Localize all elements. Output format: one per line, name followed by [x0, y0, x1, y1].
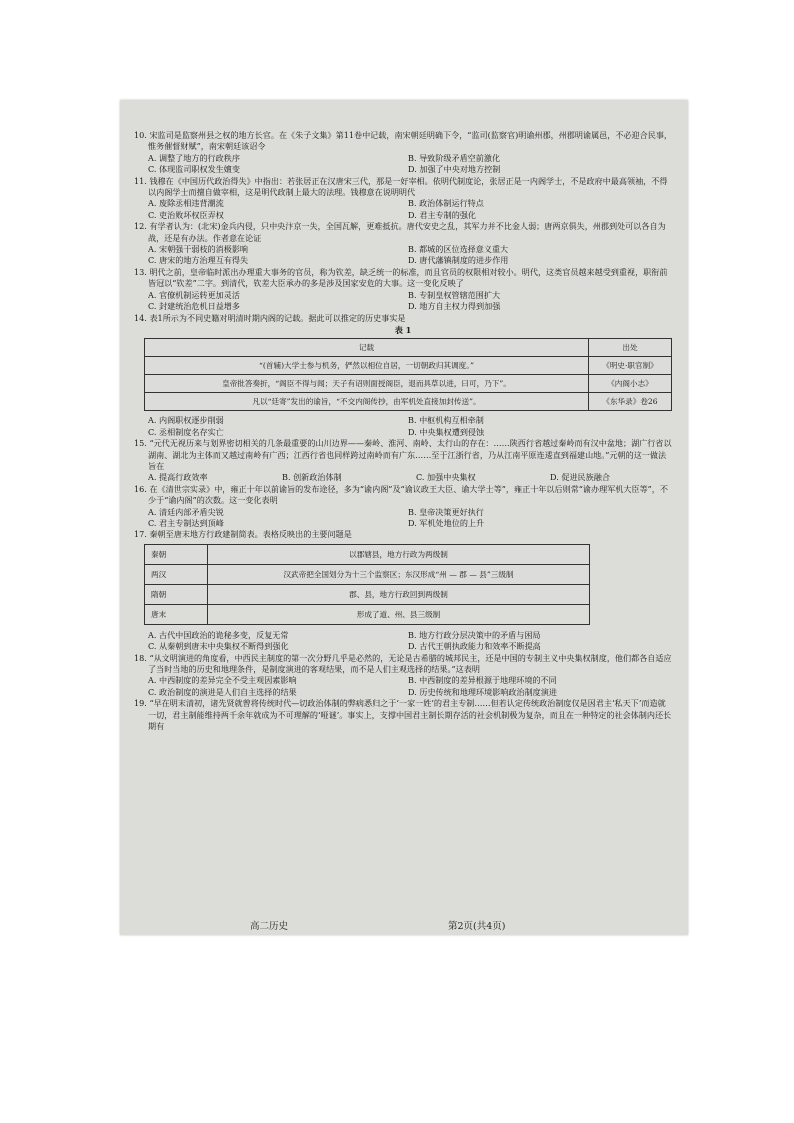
dynasty-cell: 两汉 [145, 564, 208, 584]
question-stem: 17. 秦朝至唐末地方行政建制简表。表格反映出的主要问题是 [134, 529, 352, 540]
option-d: D. 古代王朝执政能力和效率不断提高 [408, 641, 541, 652]
desc-cell: 以郡辖县，地方行政为两级制 [208, 544, 590, 564]
table-row [145, 544, 590, 564]
option-c: C. 政治制度的演进是人们自主选择的结果 [148, 686, 297, 697]
question-14 [134, 313, 672, 439]
option-d: D. 地方自主权力得到加强 [408, 301, 501, 312]
record-cell: “(首辅)大学士参与机务，俨然以相位自居，一切朝政归其调度。” [145, 357, 589, 375]
question-stem: 18. “从文明演进的角度看，中西民主制度的第一次分野几乎是必然的，无论是古希腊的城邦民主，还是中国的专制主义中央集权制度，他们都各自适应了当时当地的历史和地理条件，是制度演进的客观结果，而不是人们主观选择的结果。”这表明 [134, 652, 672, 674]
dynasty-cell: 秦朝 [145, 544, 208, 564]
table-row [145, 357, 672, 375]
question-stem: 11. 钱穆在《中国历代政治得失》中指出：若张居正在汉唐宋三代，那是一好宰相。依明代制度论，张居正是一内阁学士，不是政府中最高领袖，不得以内阁学士而擅自做宰相，这是明代政制上最大的法理。钱穆意在说明明代 [134, 175, 668, 198]
option-a: A. 调整了地方的行政秩序 [148, 152, 240, 163]
desc-cell: 汉武帝把全国划分为十三个监察区；东汉形成“州 — 郡 — 县”三级制 [208, 564, 590, 584]
table-row [145, 604, 590, 624]
option-b: B. 中枢机构互相牵制 [408, 415, 484, 426]
question-18 [134, 653, 672, 699]
option-a: A. 废除丞相违背潮流 [148, 198, 224, 209]
option-b: B. 导致阶级矛盾空前激化 [408, 152, 501, 163]
table-row [145, 375, 672, 393]
option-c: C. 丞相制度名存实亡 [148, 426, 224, 437]
option-a: A. 宋朝强干弱枝的消极影响 [148, 244, 249, 255]
header-source: 出处 [589, 339, 672, 357]
question-10 [134, 130, 672, 176]
option-a: A. 官僚机制运转更加灵活 [148, 289, 240, 300]
table-row [145, 584, 590, 604]
option-a: A. 中西制度的差异完全不受主观因素影响 [148, 675, 297, 686]
desc-cell: 形成了道、州、县三级制 [208, 604, 590, 624]
exam-paper-sheet [120, 100, 688, 935]
question-stem: 19. “早在明末清初，诸先贤就曾将传统时代—切政治体制的弊病悉归之于‘一家一姓’的君主专制……但若认定传统政治制度仅是因君主‘私天下’而造就一切，君主制能维持两千余年就成为不可理解的‘哑谜’。事实上，支撑中国君主制长期存活的社会机制极为复杂，而且在一种特定的社会体制内还长期有 [134, 698, 672, 732]
question-13 [134, 267, 672, 313]
question-stem: 16. 在《清世宗实录》中，雍正十年以前谕旨的发布途径，多为“谕内阁”及“谕议政王大臣、谕大学士等”，雍正十年以后则常“谕办理军机大臣等”，不少于“谕内阁”的次数。这一变化表明 [134, 483, 668, 506]
question-stem: 15. “元代无视历来与划界密切相关的几条最重要的山川边界——秦岭、淮河、南岭、太行山的存在：……陕西行省越过秦岭而有汉中盆地；湖广行省以湖南、湖北为主体而又越过南岭有广西；江西行省也同样跨过南岭而有广东……至于江浙行省，乃从江南平原连逶直到福建山地。”元朝的这一做法旨在 [134, 438, 672, 471]
dynasty-cell: 隋朝 [145, 584, 208, 604]
option-c: C. 体现监司职权发生嬗变 [148, 164, 240, 175]
table-row [145, 564, 590, 584]
desc-cell: 郡、县，地方行政回到两级制 [208, 584, 590, 604]
source-cell: 《明史·职官制》 [589, 357, 672, 375]
footer-subject: 高二历史 [250, 921, 289, 932]
option-c: C. 从秦朝到唐末中央集权不断得到强化 [148, 641, 289, 652]
option-d: D. 加强了中央对地方控制 [408, 164, 501, 175]
question-11 [134, 176, 672, 222]
option-a: A. 内阁职权逐步削弱 [148, 415, 224, 426]
option-b: B. 专制皇权管辖范围扩大 [408, 289, 501, 300]
question-stem: 12. 有学者认为：(北宋)金兵内侵，只中央汴京一失，全国瓦解，更难抵抗。唐代安史之乱，其军力并不比金人弱；唐两京俱失，州郡到处可以各自为战，还是有办法。作者意在论证 [134, 221, 666, 243]
option-a: A. 提高行政效率 [148, 472, 208, 483]
question-stem: 13. 明代之前，皇帝临时派出办理重大事务的官员，称为钦差，缺乏统一的标准，而且官员的权限相对较小。明代，这类官员越来越受到重视，职衔前皆冠以“钦差”二字。到清代，钦差大臣承办的多是涉及国家安危的大事。这一变化反映了 [134, 266, 668, 289]
option-d: D. 促进民族融合 [550, 472, 610, 483]
option-b: B. 皇帝决策更好执行 [408, 506, 484, 517]
option-d: D. 历史传统和地理环境影响政治制度演进 [408, 686, 557, 697]
source-cell: 《东华录》卷26 [589, 393, 672, 411]
option-c: C. 君主专制达到顶峰 [148, 517, 224, 528]
option-c: C. 吏治败坏权臣弄权 [148, 209, 224, 220]
option-c: C. 唐宋的地方治理互有得失 [148, 255, 249, 266]
option-d: D. 君主专制的强化 [408, 209, 477, 220]
option-a: A. 清廷内部矛盾尖锐 [148, 506, 224, 517]
option-b: B. 地方行政分层决策中的矛盾与困局 [408, 629, 541, 640]
exam-content [134, 130, 672, 732]
admin-system-table [144, 544, 590, 625]
option-d: D. 军机处地位的上升 [408, 517, 485, 528]
question-stem: 14. 表1所示为不同史籍对明清时期内阁的记载。据此可以推定的历史事实是 [134, 312, 406, 323]
option-d: D. 中央集权遭到侵蚀 [408, 426, 485, 437]
header-record: 记载 [145, 339, 589, 357]
question-stem: 10. 宋监司是监察州县之权的地方长官。在《朱子文集》第11卷中记载，南宋朝廷明确下令，“监司(监察官)明谕州郡，州郡明谕属邑，不必迎合民事，惟务催督财赋”，南宋朝廷该诏令 [134, 130, 673, 152]
question-17 [134, 529, 672, 652]
question-19 [134, 698, 672, 732]
record-cell: 凡以“廷寄”发出的谕旨，“不交内阁传抄，由军机处直接加封传送”。 [145, 393, 589, 411]
record-cell: 皇帝批答奏折，“阁臣不得与闻；天子有诏则面授阁臣，退而具草以进，曰可，乃下”。 [145, 375, 589, 393]
records-table [144, 338, 672, 411]
option-b: B. 都城的区位选择意义重大 [408, 244, 509, 255]
question-12 [134, 221, 672, 267]
question-16 [134, 484, 672, 530]
option-d: D. 唐代藩镇制度的进步作用 [408, 255, 509, 266]
option-a: A. 古代中国政治的诡秘多变，反复无常 [148, 629, 289, 640]
question-15 [134, 438, 672, 484]
dynasty-cell: 唐末 [145, 604, 208, 624]
table-caption: 表 1 [394, 324, 412, 335]
option-b: B. 政治体制运行特点 [408, 198, 484, 209]
option-b: B. 中西制度的差异根源于地理环境的不同 [408, 675, 557, 686]
option-b: B. 创新政治体制 [282, 472, 342, 483]
footer-page-number: 第2页(共4页) [448, 921, 506, 932]
table-header-row [145, 339, 672, 357]
source-cell: 《内阁小志》 [589, 375, 672, 393]
option-c: C. 加强中央集权 [416, 472, 476, 483]
table-row [145, 393, 672, 411]
option-c: C. 封建统治危机日益增多 [148, 301, 240, 312]
